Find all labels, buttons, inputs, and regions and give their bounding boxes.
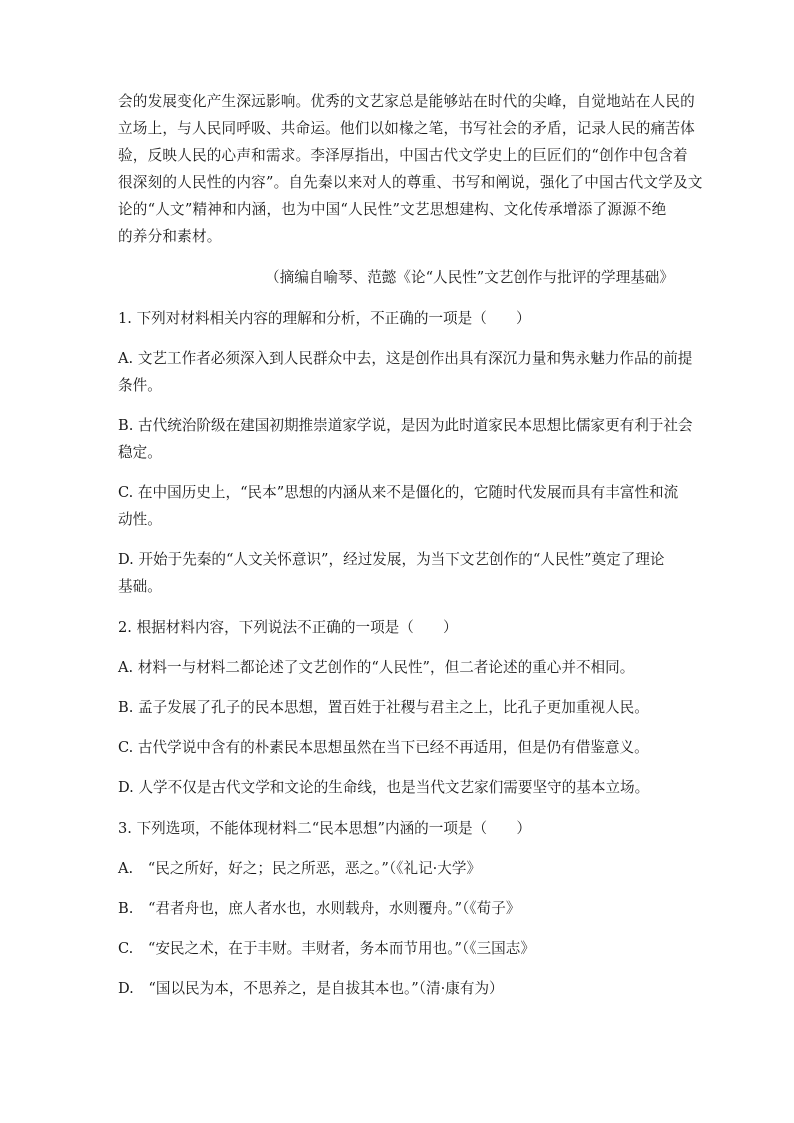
passage-line: 论的“人文”精神和内涵，也为中国“人民性”文艺思想建构、文化传承增添了源源不绝 (118, 201, 667, 218)
question-2-option-c (118, 734, 674, 761)
passage-line: 会的发展变化产生深远影响。优秀的文艺家总是能够站在时代的尖峰，自觉地站在人民的 (118, 93, 695, 110)
option-line: C. 古代学说中含有的朴素民本思想虽然在当下已经不再适用，但是仍有借鉴意义。 (118, 739, 649, 756)
question-3-option-a (118, 855, 674, 882)
option-line: 基础。 (118, 578, 162, 595)
question-1-option-d (118, 546, 674, 600)
option-line: D. “国以民为本，不思养之，是自拔其本也。”（清·康有为） (118, 980, 504, 997)
option-line: 条件。 (118, 377, 162, 394)
question-3-stem: 3. 下列选项，不能体现材料二“民本思想”内涵的一项是（ ） (118, 820, 531, 837)
option-line: C. 在中国历史上，“民本”思想的内涵从来不是僵化的，它随时代发展而具有丰富性和流 (118, 484, 679, 501)
question-3-option-b (118, 895, 674, 922)
option-line: C. “安民之术，在于丰财。丰财者，务本而节用也。”（《三国志》 (118, 940, 535, 957)
question-3-option-c (118, 935, 674, 962)
question-1-option-a (118, 345, 693, 399)
option-line: 稳定。 (118, 444, 162, 461)
document-page (118, 88, 703, 1002)
option-line: B. “君者舟也，庶人者水也，水则载舟，水则覆舟。”（《荀子》 (118, 900, 521, 917)
option-line: A. 材料一与材料二都论述了文艺创作的“人民性”，但二者论述的重心并不相同。 (118, 659, 635, 676)
option-line: D. 开始于先秦的“人文关怀意识”，经过发展，为当下文艺创作的“人民性”奠定了理论 (118, 551, 665, 568)
question-3-option-d (118, 975, 674, 1002)
passage-line: 立场上，与人民同呼吸、共命运。他们以如椽之笔，书写社会的矛盾，记录人民的痛苦体 (118, 120, 695, 137)
question-2-option-a (118, 654, 674, 681)
option-line: 动性。 (118, 511, 162, 528)
question-1-option-b (118, 412, 693, 466)
question-2-option-d (118, 774, 674, 801)
passage-source: （摘编自喻琴、范懿《论“人民性”文艺创作与批评的学理基础》 (265, 269, 674, 286)
passage-line: 的养分和素材。 (118, 228, 222, 245)
question-1-option-c (118, 479, 679, 533)
option-line: B. 孟子发展了孔子的民本思想，置百姓于社稷与君主之上，比孔子更加重视人民。 (118, 699, 649, 716)
passage-line: 很深刻的人民性的内容”。自先秦以来对人的尊重、书写和阐说，强化了中国古代文学及文 (118, 174, 703, 191)
question-2-option-b (118, 694, 674, 721)
option-line: D. 人学不仅是古代文学和文论的生命线，也是当代文艺家们需要坚守的基本立场。 (118, 779, 650, 796)
passage-paragraph (118, 88, 703, 250)
question-1-stem: 1. 下列对材料相关内容的理解和分析，不正确的一项是（ ） (118, 310, 531, 327)
passage-line: 验，反映人民的心声和需求。李泽厚指出，中国古代文学史上的巨匠们的“创作中包含着 (118, 147, 688, 164)
option-line: A. 文艺工作者必须深入到人民群众中去，这是创作出具有深沉力量和隽永魅力作品的前提 (118, 350, 693, 367)
option-line: A. “民之所好，好之；民之所恶，恶之。”（《礼记·大学》 (118, 860, 482, 877)
option-line: B. 古代统治阶级在建国初期推崇道家学说，是因为此时道家民本思想比儒家更有利于社会 (118, 417, 693, 434)
question-2-stem: 2. 根据材料内容，下列说法不正确的一项是（ ） (118, 619, 458, 636)
